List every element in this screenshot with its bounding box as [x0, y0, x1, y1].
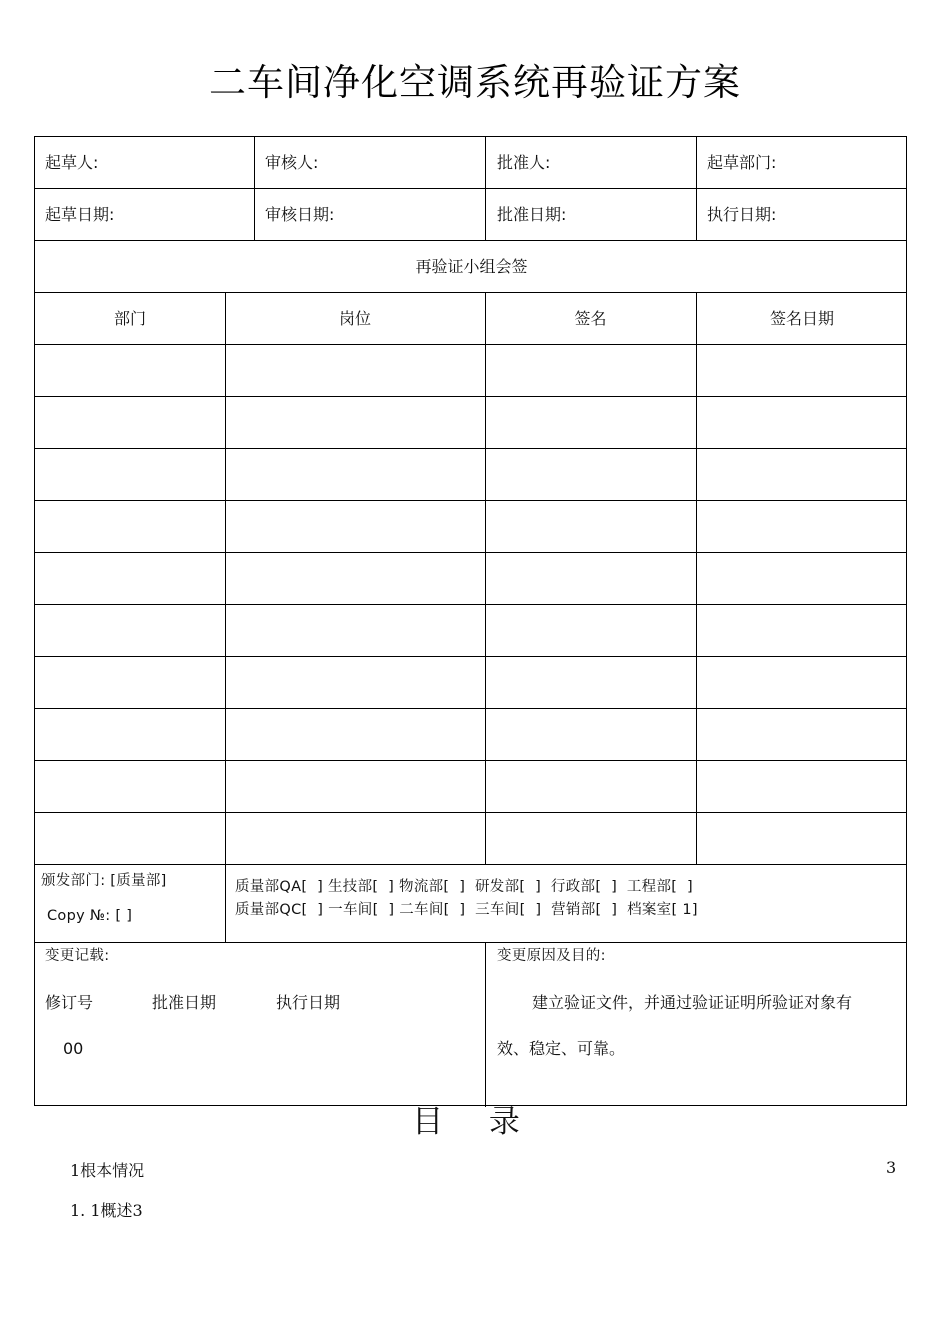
distribution-line-2: 质量部QC[ ] 一车间[ ] 二车间[ ] 三车间[ ] 营销部[ ] 档案室[ 1]: [235, 902, 698, 918]
row-divider: [35, 344, 906, 345]
row-divider: [35, 448, 906, 449]
col-divider: [485, 942, 486, 1107]
row-divider: [35, 292, 906, 293]
row-divider: [35, 656, 906, 657]
approve-date-column-label: 批准日期: [152, 993, 217, 1012]
col-divider: [696, 137, 697, 240]
column-header-dept: 部门: [113, 309, 146, 328]
review-date-label: 审核日期:: [265, 205, 335, 224]
revision-number-label: 修订号: [45, 993, 94, 1012]
col-divider: [485, 292, 486, 864]
col-divider: [254, 137, 255, 240]
signoff-heading: 再验证小组会签: [415, 257, 528, 276]
row-divider: [35, 396, 906, 397]
row-divider: [35, 240, 906, 241]
row-divider: [35, 188, 906, 189]
col-divider: [225, 292, 226, 864]
column-header-signature: 签名: [574, 309, 607, 328]
exec-date-label: 执行日期:: [707, 205, 777, 224]
row-divider: [35, 942, 906, 943]
col-divider: [696, 292, 697, 864]
distribution-line-1: 质量部QA[ ] 生技部[ ] 物流部[ ] 研发部[ ] 行政部[ ] 工程部[ ]: [235, 879, 693, 895]
change-reason-line-2: 效、稳定、可靠。: [497, 1039, 626, 1058]
row-divider: [35, 760, 906, 761]
exec-date-column-label: 执行日期: [276, 993, 341, 1012]
approver-label: 批准人:: [497, 153, 551, 172]
column-header-position: 岗位: [338, 309, 371, 328]
draft-date-label: 起草日期:: [45, 205, 115, 224]
row-divider: [35, 864, 906, 865]
drafter-label: 起草人:: [45, 153, 99, 172]
change-reason-line-1: 建立验证文件，并通过验证证明所验证对象有: [532, 993, 853, 1012]
reviewer-label: 审核人:: [265, 153, 319, 172]
toc-item-label[interactable]: 1. 1概述3: [70, 1201, 143, 1220]
document-title: 二车间净化空调系统再验证方案: [209, 61, 741, 104]
issue-dept-label: 颁发部门: [质量部]: [41, 873, 167, 889]
approval-form: [34, 136, 907, 1106]
toc-title: 目 录: [412, 1104, 538, 1140]
row-divider: [35, 812, 906, 813]
copy-number-label: Copy №: [ ]: [47, 908, 133, 924]
revision-number-value: 00: [63, 1039, 84, 1058]
row-divider: [35, 604, 906, 605]
draft-dept-label: 起草部门:: [707, 153, 777, 172]
change-record-label: 变更记载:: [45, 948, 110, 964]
col-divider: [485, 137, 486, 240]
column-header-sign-date: 签名日期: [769, 309, 834, 328]
col-divider: [225, 864, 226, 942]
change-reason-label: 变更原因及目的:: [497, 948, 606, 964]
row-divider: [35, 708, 906, 709]
row-divider: [35, 552, 906, 553]
toc-item-page: 3: [886, 1158, 897, 1177]
toc-item-label[interactable]: 1根本情况: [70, 1161, 145, 1180]
row-divider: [35, 500, 906, 501]
approve-date-label: 批准日期:: [497, 205, 567, 224]
